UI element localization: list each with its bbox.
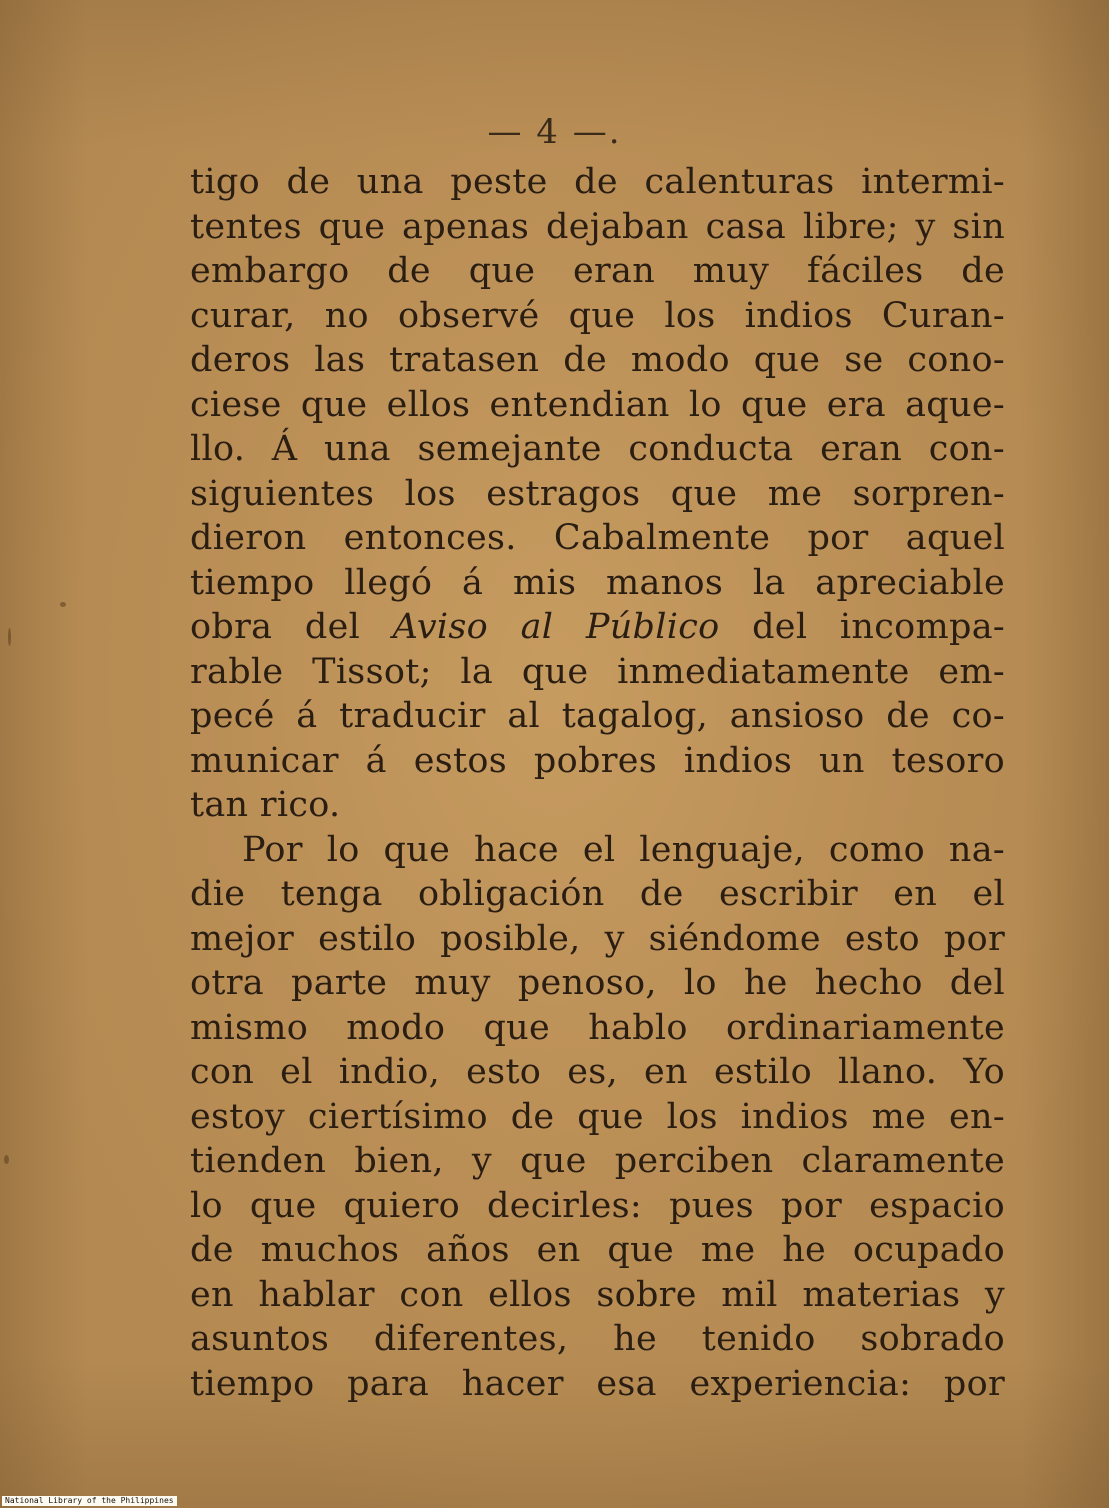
text-line: tiempo llegó á mis manos la apreciable xyxy=(190,562,1005,603)
text-line: rable Tissot; la que inmediatamente em- xyxy=(190,651,1005,692)
text-line: deros las tratasen de modo que se cono- xyxy=(190,340,1005,380)
text-line: municar á estos pobres indios un tesoro xyxy=(190,740,1005,781)
text-line: tigo de una peste de calenturas intermi- xyxy=(190,162,1005,202)
text-line: pecé á traducir al tagalog, ansioso de co- xyxy=(190,696,1005,736)
text-line: curar, no observé que los indios Curan- xyxy=(190,295,1005,336)
text-line: dieron entonces. Cabalmente por aquel xyxy=(190,518,1005,558)
page-number: — 4 —. xyxy=(487,112,622,152)
text-line: ciese que ellos entendian lo que era aque- xyxy=(190,384,1005,425)
body-text xyxy=(190,160,1005,1406)
text-line: die tenga obligación de escribir en el xyxy=(190,874,1005,914)
book-title: Aviso al Público xyxy=(392,607,720,647)
text-line: tan rico. xyxy=(190,785,341,825)
ink-spot xyxy=(4,1155,9,1164)
text-line: estoy ciertísimo de que los indios me en- xyxy=(190,1096,1005,1137)
text-line: Por lo que hace el lenguaje, como na- xyxy=(242,829,1005,870)
text-line-italic-title xyxy=(190,605,1005,650)
ink-spot xyxy=(60,602,66,607)
text-line: tiempo para hacer esa experiencia: por xyxy=(190,1363,1005,1404)
text-line: tienden bien, y que perciben claramente xyxy=(190,1141,1005,1181)
text-line: llo. Á una semejante conducta eran con- xyxy=(190,429,1005,469)
library-watermark: National Library of the Philippines xyxy=(2,1496,177,1506)
text-line: lo que quiero decirles: pues por espacio xyxy=(190,1185,1005,1226)
text-line: en hablar con ellos sobre mil materias y xyxy=(190,1274,1005,1315)
text-line: asuntos diferentes, he tenido sobrado xyxy=(190,1319,1005,1359)
text-line: de muchos años en que me he ocupado xyxy=(190,1230,1005,1270)
text-line: tentes que apenas dejaban casa libre; y sin xyxy=(190,206,1005,247)
text-segment: del incompa- xyxy=(719,607,1005,647)
text-segment: obra del xyxy=(190,607,393,647)
text-line: mejor estilo posible, y siéndome esto por xyxy=(190,918,1005,959)
text-line: embargo de que eran muy fáciles de xyxy=(190,251,1005,291)
text-line: siguientes los estragos que me sorpren- xyxy=(190,473,1005,514)
text-line: mismo modo que hablo ordinariamente xyxy=(190,1007,1005,1048)
ink-spot xyxy=(8,628,11,646)
text-line: con el indio, esto es, en estilo llano. Yo xyxy=(190,1052,1005,1092)
text-line: otra parte muy penoso, lo he hecho del xyxy=(190,963,1005,1003)
